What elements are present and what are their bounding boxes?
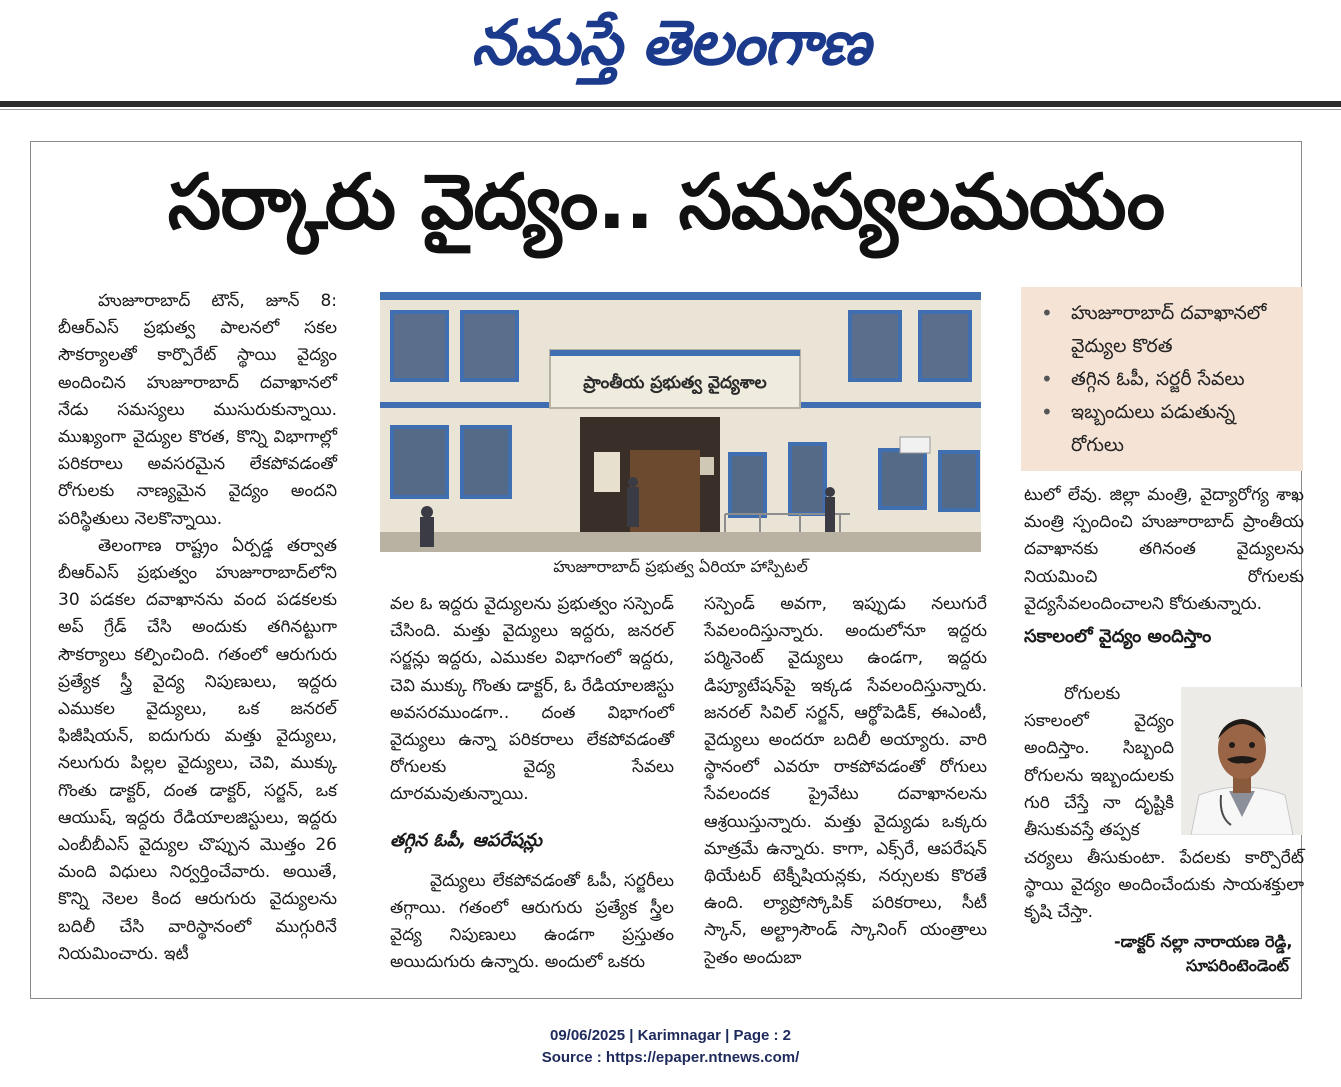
hospital-sign-text: ప్రాంతీయ ప్రభుత్వ వైద్యశాల — [583, 373, 767, 393]
quote-text-narrow: రోగులకు సకాలంలో వైద్యం అందిస్తాం. సిబ్బంది రోగులను ఇబ్బందులకు గురి చేస్తే నా దృష్టికి తీసుకువస్తే తప్పక — [1024, 684, 1174, 841]
hospital-building-illustration — [380, 292, 981, 552]
article-column-3 — [704, 591, 987, 972]
bullet-icon: • — [1041, 367, 1053, 391]
paragraph: సస్పెండ్ అవగా, ఇప్పుడు నలుగురే సేవలందిస్తున్నారు. అందులోనూ ఇద్దరు పర్మినెంట్ వైద్యులు ఉండగా, ఇద్దరు డిప్యూటేషన్‌పై ఇక్కడ సేవలందిస్తున్నారు. జనరల్ సివిల్ సర్జన్, ఆర్థోపెడిక్, ఈఎంటీ, వైద్యులు అందరూ బదిలీ అయ్యారు. వారి స్థానంలో ఎవరూ రాకపోవడంతో రోగులు సేవలందక ప్రైవేటు దవాఖానలను ఆశ్రయిస్తున్నారు. మత్తు వైద్యుడు ఒక్కరు మాత్రమే ఉన్నారు. కాగా, ఎక్స్‌రే, ఆపరేషన్ థియేటర్ టెక్నీషియన్లకు, నర్సులకు కొరతే ఉంది. ల్యాప్రోస్కోపిక్ పరికరాలు, సీటీ స్కాన్, అల్ట్రాసౌండ్ స్కానింగ్ యంత్రాలు సైతం అందుబా — [704, 594, 987, 968]
section-subheading: తగ్గిన ఓపీ, ఆపరేషన్లు — [390, 829, 542, 851]
paragraph: తెలంగాణ రాష్ట్రం ఏర్పడ్డ తర్వాత బీఆర్ఎస్ ప్రభుత్వం హుజూరాబాద్‌లోని 30 పడకల దవాఖానను వంద పడకలకు అప్ గ్రేడ్ చేసి అందుకు తగినట్టుగా సౌకర్యాలు కల్పించింది. గతంలో ఆరుగురు ప్రత్యేక స్త్రీ వైద్య నిపుణులు, ఇద్దరు ఎముకల వైద్యులు, ఒక జనరల్ ఫిజీషియన్, ఐదుగురు మత్తు వైద్యులు, నలుగురు పిల్లల వైద్యులు, చెవి, ముక్కు గొంతు డాక్టర్, దంత డాక్టర్, సర్జన్, ఒక ఆయుష్, ఇద్దరు రేడియాలజిస్టులు, ఇద్దరు ఎంబీబీఎస్ వైద్యుల చొప్పున మొత్తం 26 మంది విధులు నిర్వర్తించేవారు. అయితే, కొన్ని నెలల కింద ఆరుగురు వైద్యులను బదిలీ చేసి వారిస్థానంలో ముగ్గురినే నియమించారు. ఇటీ — [58, 535, 337, 964]
masthead — [0, 0, 1341, 100]
source-link[interactable]: Source : https://epaper.ntnews.com/ — [541, 1049, 800, 1066]
highlight-item: • తగ్గిన ఓపీ, సర్జరీ సేవలు — [1041, 363, 1293, 396]
article-column-1 — [58, 288, 337, 968]
signature-title: సూపరింటెండెంట్ — [1186, 956, 1289, 975]
paragraph: హుజూరాబాద్ టౌన్, జూన్ 8: బీఆర్ఎస్ ప్రభుత్వ పాలనలో సకల సౌకర్యాలతో కార్పొరేట్ స్థాయి వైద్యం అందించిన హుజూరాబాద్ దవాఖానలో నేడు సమస్యలు ముసురుకున్నాయి. ముఖ్యంగా వైద్యుల కొరత, కొన్ని విభాగాల్లో పరికరాలు అవసరమైన లేకపోవడంతో రోగులకు నాణ్యమైన వైద్యం అందని పరిస్థితులు నెలకొన్నాయి. — [58, 291, 337, 529]
highlight-item: • ఇబ్బందులు పడుతున్న రోగులు — [1041, 396, 1293, 462]
masthead-rule-thin — [0, 109, 1341, 110]
highlight-item: • హుజూరాబాద్ దవాఖానలో వైద్యుల కొరత — [1041, 297, 1293, 363]
article-column-2 — [390, 591, 674, 977]
quote-text-wide: చర్యలు తీసుకుంటా. పేదలకు కార్పొరేట్ స్థాయి వైద్యం అందించేందుకు సాయశక్తులా కృషి చేస్తా. — [1024, 848, 1304, 923]
bullet-icon: • — [1041, 301, 1053, 325]
signature-name: -డాక్టర్ నల్లా నారాయణ రెడ్డి, — [1114, 932, 1293, 951]
paragraph: టులో లేవు. జిల్లా మంత్రి, వైద్యారోగ్య శాఖ మంత్రి స్పందించి హుజూరాబాద్ ప్రాంతీయ దవాఖానకు తగినంత వైద్యులను నియమించి రోగులకు వైద్యసేవలందించాలని కోరుతున్నారు. — [1024, 485, 1304, 614]
masthead-rule — [0, 101, 1341, 107]
quote-heading: సకాలంలో వైద్యం అందిస్తాం — [1024, 626, 1212, 647]
edition-info: 09/06/2025 | Karimnagar | Page : 2 — [549, 1027, 792, 1044]
article-headline: సర్కారు వైద్యం.. సమస్యలమయం — [167, 157, 1165, 246]
photo-caption: హుజూరాబాద్ ప్రభుత్వ ఏరియా హాస్పిటల్ — [553, 557, 808, 576]
article-box — [30, 141, 1302, 999]
masthead-logo: నమస్తే తెలంగాణ — [471, 6, 870, 79]
highlights-box — [1021, 287, 1303, 471]
article-column-4 — [1024, 482, 1304, 618]
doctor-photo — [1181, 687, 1303, 835]
paragraph: వల ఓ ఇద్దరు వైద్యులను ప్రభుత్వం సస్పెండ్ చేసింది. మత్తు వైద్యులు ఇద్దరు, జనరల్ సర్జన్లు ఇద్దరు, ఎముకల విభాగంలో ఇద్దరు, చెవి ముక్కు గొంతు డాక్టర్, ఓ రేడియాలజిస్టు అవసరముండగా.. దంత విభాగంలో వైద్యులు ఉన్నా పరికరాలు లేకపోవడంతో రోగులకు వైద్య సేవలు దూరమవుతున్నాయి. — [390, 594, 674, 805]
paragraph: వైద్యులు లేకపోవడంతో ఓపీ, సర్జరీలు తగ్గాయి. గతంలో ఆరుగురు ప్రత్యేక స్త్రీల వైద్య నిపుణులు ఉండగా ప్రస్తుతం అయిదుగురు ఉన్నారు. అందులో ఒకరు — [390, 870, 674, 973]
hospital-photo — [380, 292, 981, 552]
bullet-icon: • — [1041, 400, 1053, 424]
doctor-portrait-illustration — [1181, 687, 1303, 835]
